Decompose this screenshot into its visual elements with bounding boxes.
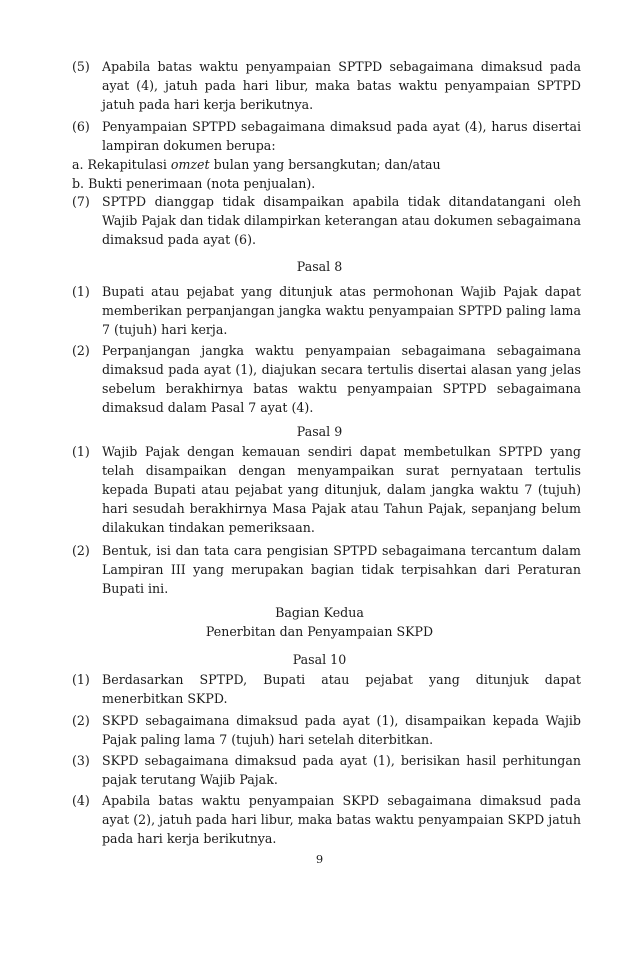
- paragraph-pasal8-ayat-1: [72, 282, 581, 339]
- paragraph-text: Berdasarkan SPTPD, Bupati atau pejabat yang ditunjuk dapat menerbitkan SKPD.: [102, 672, 581, 706]
- paragraph-number: (1): [72, 284, 90, 299]
- paragraph-text: SKPD sebagaimana dimaksud pada ayat (1), disampaikan kepada Wajib Pajak paling lama 7 (tujuh) hari setelah diterbitkan.: [102, 713, 581, 747]
- heading-bagian-title: Penerbitan dan Penyampaian SKPD: [205, 624, 434, 639]
- paragraph-pasal10-ayat-3: [72, 751, 581, 789]
- paragraph-number: (7): [72, 194, 90, 209]
- list-item-b: b. Bukti penerimaan (nota penjualan).: [72, 176, 316, 191]
- heading-pasal-10: Pasal 10: [292, 652, 347, 667]
- paragraph-text: Wajib Pajak dengan kemauan sendiri dapat membetulkan SPTPD yang telah disampaikan dengan menyampaikan surat pernyataan tertulis kepada Bupati atau pejabat yang ditunjuk, dalam jangka waktu 7 (tujuh) hari sesudah berakhirnya Masa Pajak atau Tahun Pajak, sepanjang belum dilakukan tindakan pemeriksaan.: [102, 444, 581, 535]
- paragraph-number: (6): [72, 119, 90, 134]
- paragraph-text: Apabila batas waktu penyampaian SKPD sebagaimana dimaksud pada ayat (2), jatuh pada hari libur, maka batas waktu penyampaian SKPD jatuh pada hari kerja berikutnya.: [102, 793, 581, 846]
- paragraph-ayat-7: [72, 192, 581, 249]
- paragraph-number: (1): [72, 672, 90, 687]
- paragraph-pasal8-ayat-2: [72, 341, 581, 417]
- paragraph-number: (5): [72, 59, 90, 74]
- paragraph-text: Bupati atau pejabat yang ditunjuk atas permohonan Wajib Pajak dapat memberikan perpanjangan jangka waktu penyampaian SPTPD paling lama 7 (tujuh) hari kerja.: [102, 284, 581, 337]
- paragraph-number: (3): [72, 753, 90, 768]
- paragraph-text: Bentuk, isi dan tata cara pengisian SPTPD sebagaimana tercantum dalam Lampiran III yang merupakan bagian tidak terpisahkan dari Peraturan Bupati ini.: [102, 543, 581, 596]
- paragraph-text: Penyampaian SPTPD sebagaimana dimaksud pada ayat (4), harus disertai lampiran dokumen berupa:: [102, 119, 581, 153]
- paragraph-pasal10-ayat-4: [72, 791, 581, 848]
- heading-bagian-kedua: Bagian Kedua: [275, 605, 364, 620]
- paragraph-text: SPTPD dianggap tidak disampaikan apabila tidak ditandatangani oleh Wajib Pajak dan tidak dilampirkan keterangan atau dokumen sebagaimana dimaksud pada ayat (6).: [102, 194, 581, 247]
- paragraph-number: (4): [72, 793, 90, 808]
- paragraph-text: Perpanjangan jangka waktu penyampaian sebagaimana sebagaimana dimaksud pada ayat (1), diajukan secara tertulis disertai alasan yang jelas sebelum berakhirnya batas waktu penyampaian SPTPD sebagaimana dimaksud dalam Pasal 7 ayat (4).: [102, 343, 581, 415]
- paragraph-number: (2): [72, 343, 90, 358]
- paragraph-pasal10-ayat-1: [72, 670, 581, 708]
- heading-pasal-8: Pasal 8: [296, 259, 343, 274]
- paragraph-number: (1): [72, 444, 90, 459]
- paragraph-number: (2): [72, 543, 90, 558]
- paragraph-pasal10-ayat-2: [72, 711, 581, 749]
- page-number: 9: [315, 852, 324, 866]
- paragraph-pasal9-ayat-1: [72, 442, 581, 537]
- paragraph-ayat-5: [72, 57, 581, 114]
- heading-pasal-9: Pasal 9: [296, 424, 343, 439]
- paragraph-text: SKPD sebagaimana dimaksud pada ayat (1), berisikan hasil perhitungan pajak terutang Wajib Pajak.: [102, 753, 581, 787]
- list-item-a: a. Rekapitulasi omzet bulan yang bersangkutan; dan/atau: [72, 157, 441, 172]
- paragraph-pasal9-ayat-2: [72, 541, 581, 598]
- paragraph-number: (2): [72, 713, 90, 728]
- paragraph-ayat-6: [72, 117, 581, 193]
- paragraph-text: Apabila batas waktu penyampaian SPTPD sebagaimana dimaksud pada ayat (4), jatuh pada hari libur, maka batas waktu penyampaian SPTPD jatuh pada hari kerja berikutnya.: [102, 59, 581, 112]
